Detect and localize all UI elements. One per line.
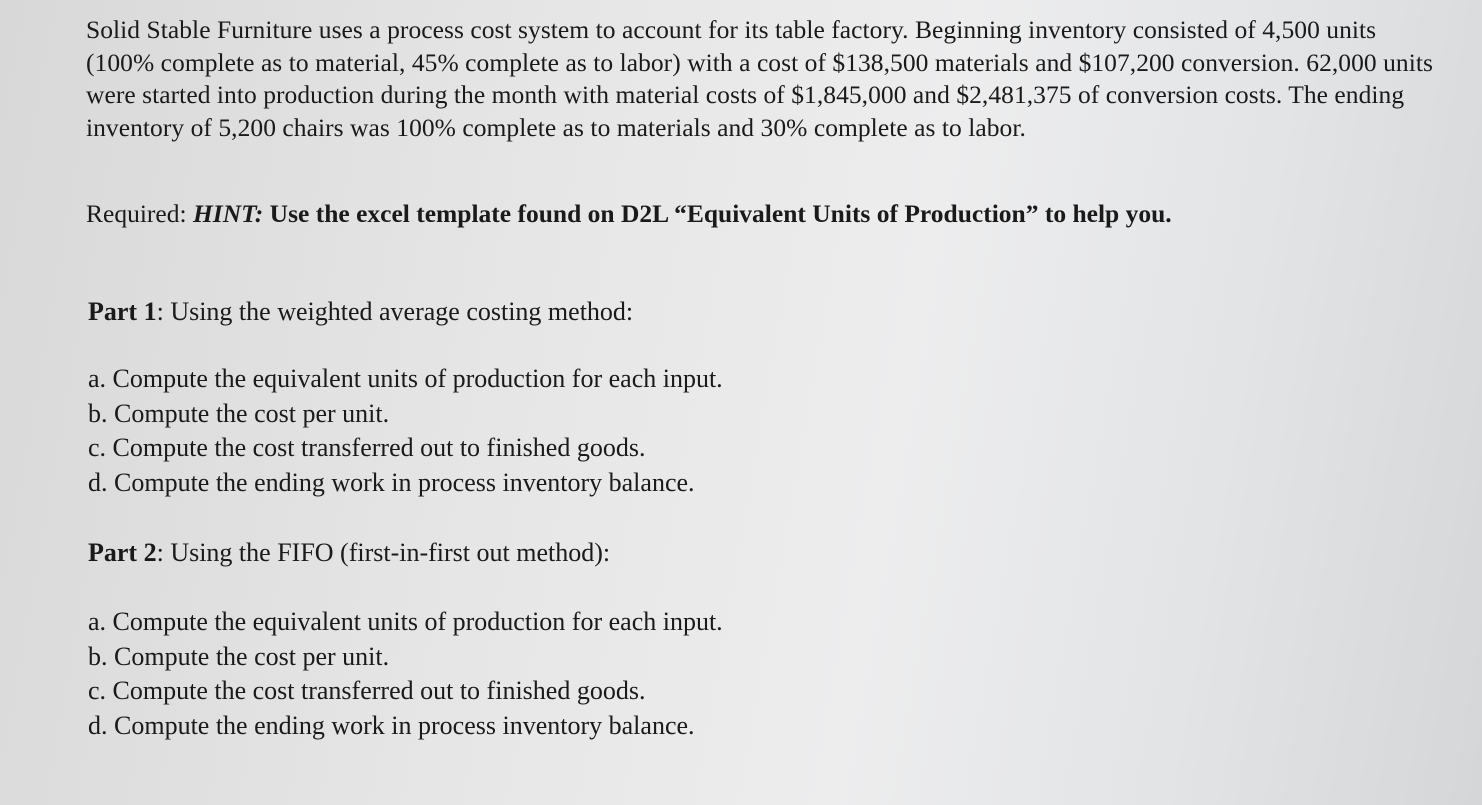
part-2-task-a: a. Compute the equivalent units of production for each input. bbox=[88, 607, 723, 636]
part-1-task-c: c. Compute the cost transferred out to finished goods. bbox=[88, 433, 646, 462]
required-line bbox=[86, 198, 1172, 230]
problem-statement bbox=[86, 14, 1436, 144]
part-2-heading bbox=[88, 537, 610, 569]
part-2-task-d: d. Compute the ending work in process inventory balance. bbox=[88, 710, 695, 740]
part-1-task-d: d. Compute the ending work in process inventory balance. bbox=[88, 467, 695, 497]
part-2-title: : Using the FIFO (first-in-first out method): bbox=[156, 538, 611, 567]
part-1-label: Part 1 bbox=[88, 297, 157, 326]
part-1-title: : Using the weighted average costing method: bbox=[156, 297, 634, 326]
part-1-heading bbox=[88, 296, 633, 328]
part-2-task-c: c. Compute the cost transferred out to finished goods. bbox=[88, 676, 646, 705]
hint-text: Use the excel template found on D2L “Equivalent Units of Production” to help you. bbox=[263, 199, 1172, 228]
intro-paragraph: Solid Stable Furniture uses a process cost system to account for its table factory. Beginning inventory consisted of 4,500 units (100% complete as to material, 45% complete as to labor) with a cost of $138,500 materials and $107,200 conversion. 62,000 units were started into production during the month with material costs of $1,845,000 and $2,481,375 of conversion costs. The ending inventory of 5,200 chairs was 100% complete as to materials and 30% complete as to labor. bbox=[86, 15, 1433, 142]
part-1-task-b: b. Compute the cost per unit. bbox=[88, 398, 390, 428]
part-2-task-list bbox=[88, 605, 723, 743]
part-1-task-a: a. Compute the equivalent units of production for each input. bbox=[88, 364, 723, 393]
part-2-task-b: b. Compute the cost per unit. bbox=[88, 641, 390, 671]
required-label: Required: bbox=[86, 199, 193, 228]
part-1-task-list bbox=[88, 362, 723, 500]
part-2-label: Part 2 bbox=[88, 538, 157, 567]
hint-label: HINT: bbox=[192, 199, 264, 228]
